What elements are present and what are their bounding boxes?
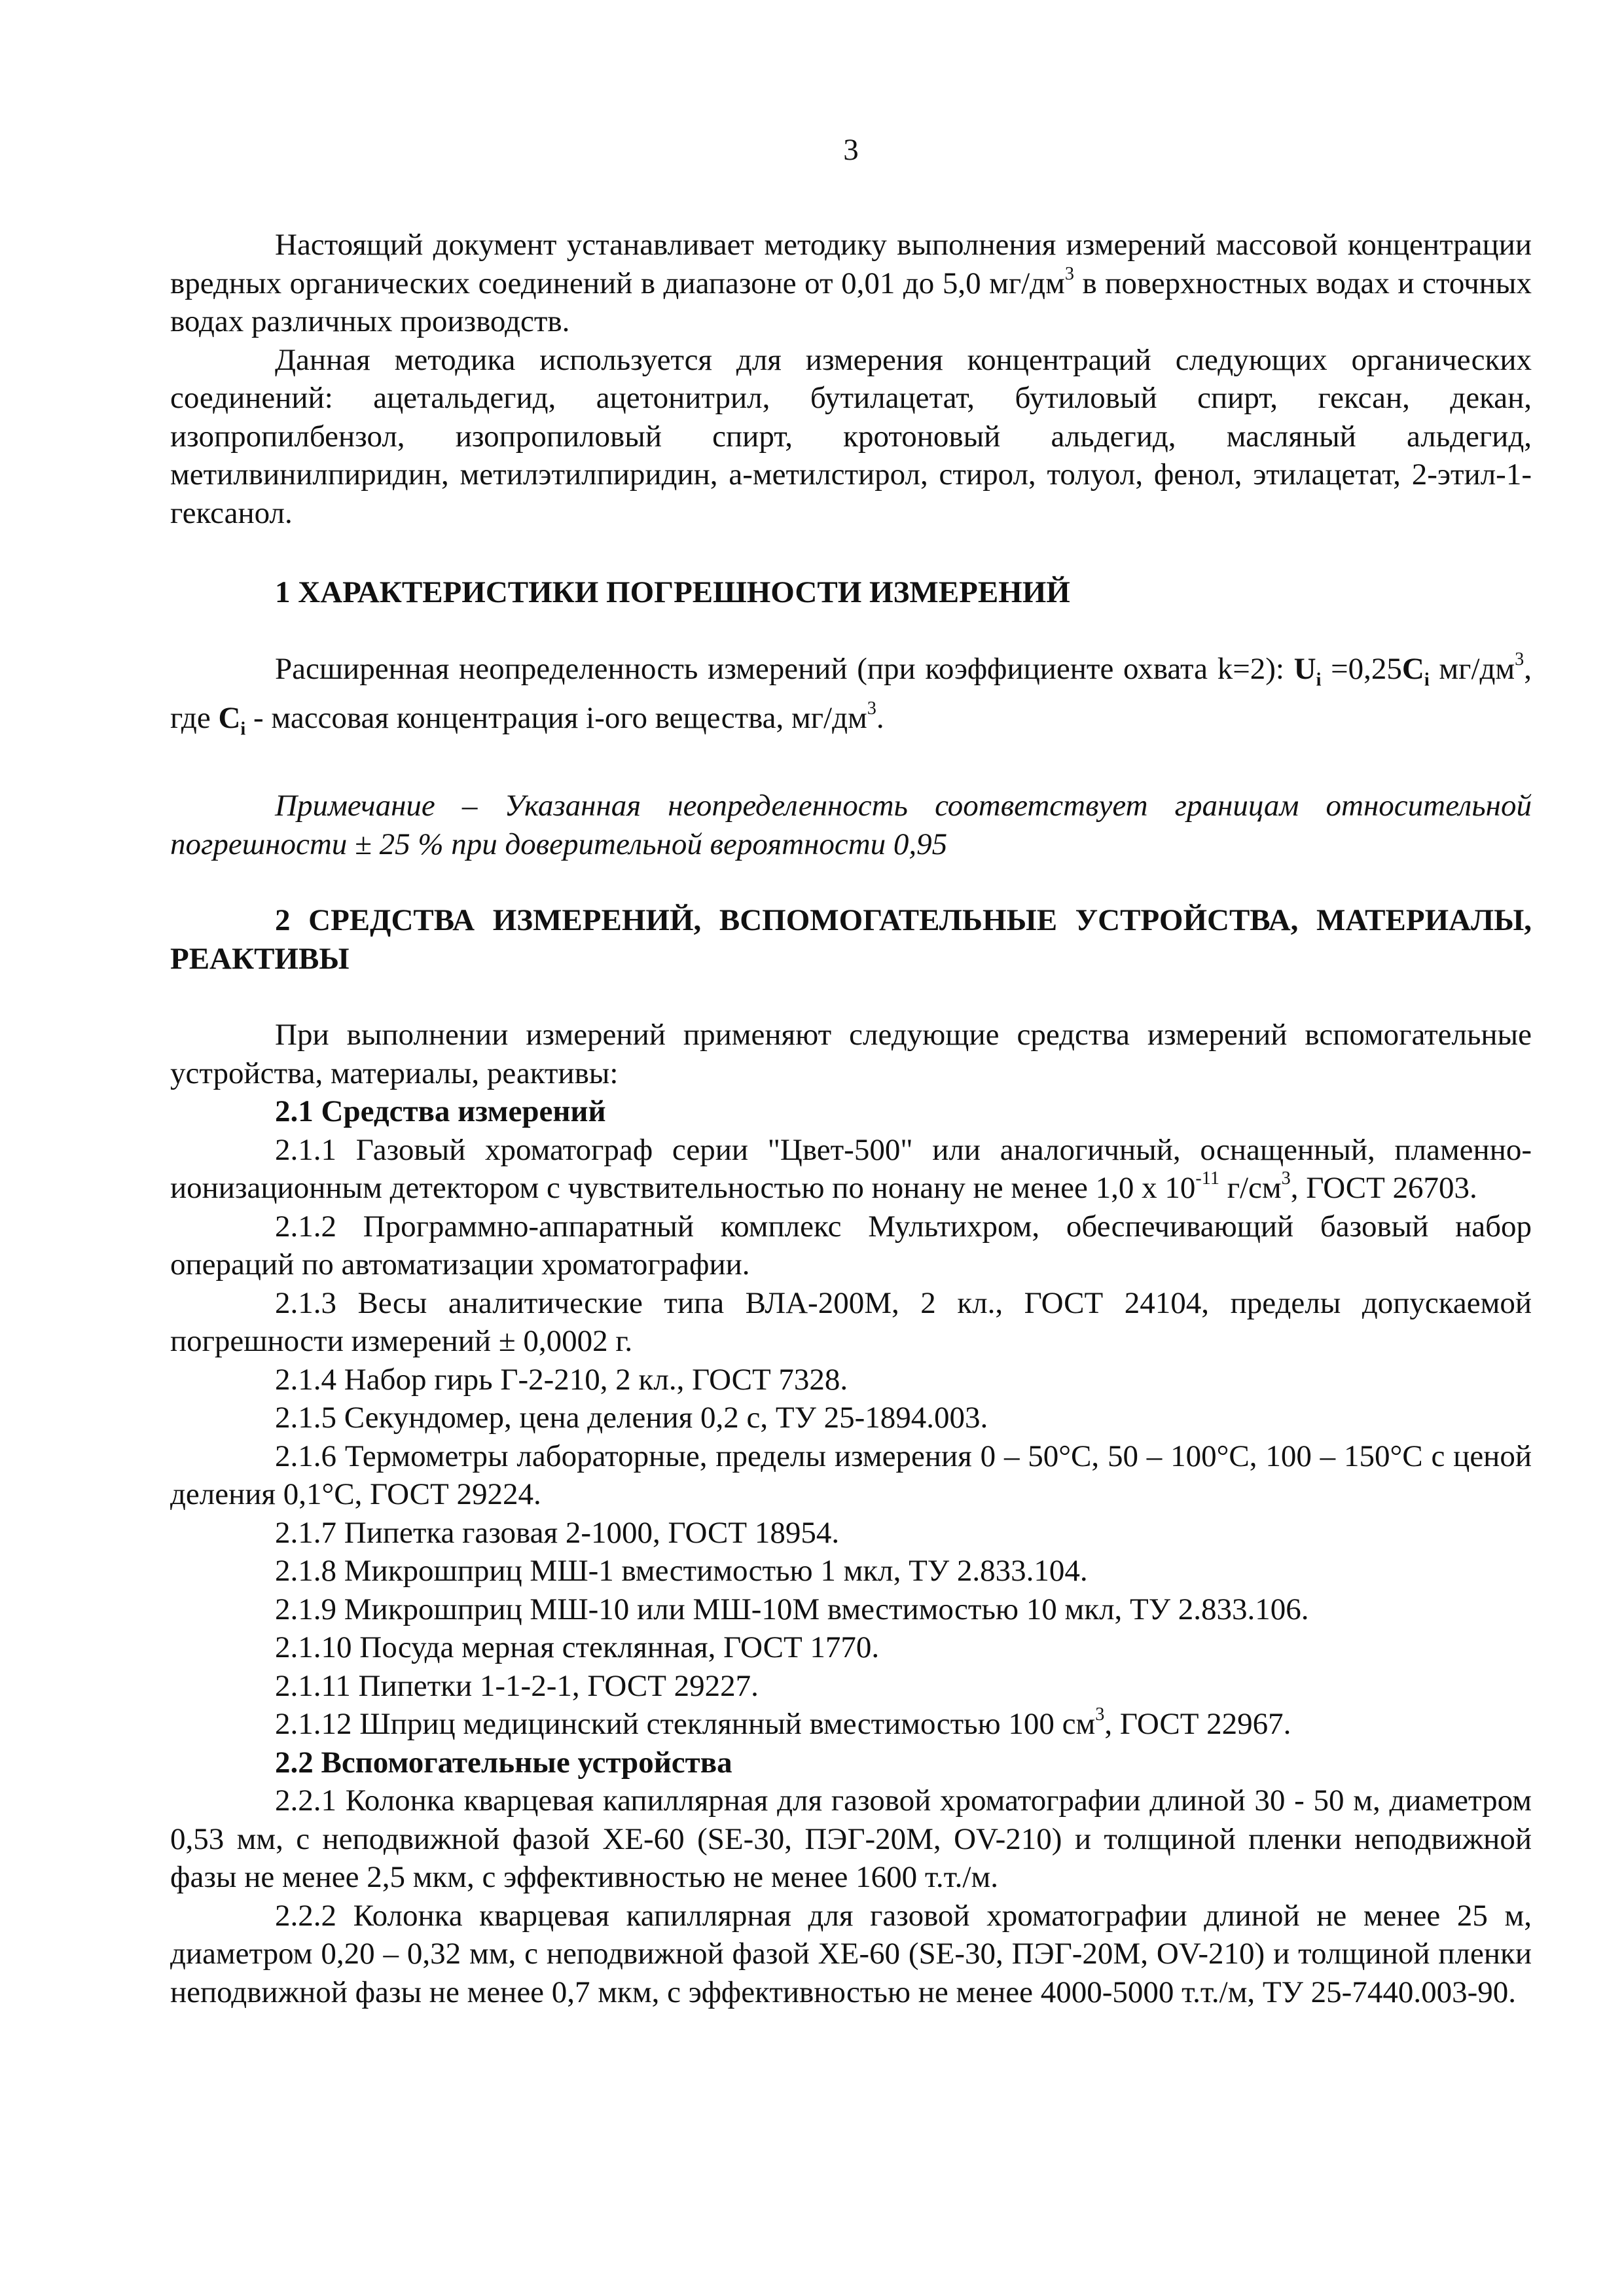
text: =0,25 <box>1321 651 1402 686</box>
intro-paragraph-1 <box>170 226 1532 341</box>
item-2-1-9: 2.1.9 Микрошприц МШ-10 или МШ-10М вместимостью 10 мкл, ТУ 2.833.106. <box>275 1592 1309 1626</box>
section-1-paragraph <box>170 650 1532 749</box>
subsection-2-1-title: 2.1 Средства измерений <box>275 1094 606 1129</box>
text: , ГОСТ 22967. <box>1104 1707 1291 1742</box>
item-2-1-7: 2.1.7 Пипетка газовая 2-1000, ГОСТ 18954. <box>275 1515 840 1550</box>
item-2-1-6: 2.1.6 Термометры лабораторные, пределы измерения 0 – 50°С, 50 – 100°С, 100 – 150°С с ценой деления 0,1°С, ГОСТ 29224. <box>170 1439 1532 1512</box>
text: , где <box>170 651 1532 736</box>
item-2-1-2: 2.1.2 Программно-аппаратный комплекс Мультихром, обеспечивающий базовый набор операций по автоматизации хроматографии. <box>170 1209 1532 1282</box>
item-2-1-5: 2.1.5 Секундомер, цена деления 0,2 с, ТУ 25-1894.003. <box>275 1401 988 1435</box>
superscript: 3 <box>1515 649 1525 670</box>
superscript: 3 <box>1281 1168 1291 1189</box>
section-2-intro: При выполнении измерений применяют следующие средства измерений вспомогательные устройства, материалы, реактивы: <box>170 1018 1532 1090</box>
item-2-1-10: 2.1.10 Посуда мерная стеклянная, ГОСТ 1770. <box>275 1630 880 1665</box>
item-2-1-4: 2.1.4 Набор гирь Г-2-210, 2 кл., ГОСТ 7328. <box>275 1362 848 1397</box>
text: , ГОСТ 26703. <box>1290 1171 1477 1206</box>
superscript: 3 <box>1095 1704 1105 1725</box>
item-2-1-11: 2.1.11 Пипетки 1-1-2-1, ГОСТ 29227. <box>275 1668 759 1703</box>
superscript: -11 <box>1195 1168 1219 1189</box>
intro-p1-text: Настоящий документ устанавливает методику выполнения измерений массовой концентрации вредных органических соединений в диапазоне от 0,01 до 5,0 мг/дм <box>170 228 1532 300</box>
superscript: 3 <box>1064 263 1074 284</box>
text: мг/дм <box>1429 651 1515 686</box>
item-2-2-1: 2.2.1 Колонка кварцевая капиллярная для газовой хроматографии длиной 30 - 50 м, диаметром 0,53 мм, с неподвижной фазой ХЕ-60 (SE-30, ПЭГ-20М, OV-210) и толщиной пленки неподвижной фазы не менее 2,5 мкм, с эффективностью не менее 1600 т.т./м. <box>170 1784 1532 1895</box>
intro-p1-text-end: в поверхностных водах и сточных водах различных производств. <box>170 266 1532 338</box>
text: 2.1.1 Газовый хроматограф серии "Цвет-500" или аналогичный, оснащенный, пламенно-ионизационным детектором с чувствительностью по нонану не менее 1,0 х 10 <box>170 1132 1532 1206</box>
page-number: 3 <box>843 133 859 167</box>
c-symbol: $C_i$ <box>1401 651 1430 690</box>
page-content <box>170 226 1532 2011</box>
item-2-2-2: 2.2.2 Колонка кварцевая капиллярная для газовой хроматографии длиной не менее 25 м, диаметром 0,20 – 0,32 мм, с неподвижной фазой ХЕ-60 (SE-30, ПЭГ-20М, OV-210) и толщиной пленки неподвижной фазы не менее 0,7 мкм, с эффективностью не менее 4000-5000 т.т./м, ТУ 25-7440.003-90. <box>170 1898 1532 2009</box>
text: - массовая концентрация i-ого вещества, мг/дм <box>245 701 867 736</box>
u-symbol: $U_i$ <box>1293 651 1322 690</box>
text: Расширенная неопределенность измерений (при коэффициенте охвата k=2): <box>275 651 1294 686</box>
item-2-1-8: 2.1.8 Микрошприц МШ-1 вместимостью 1 мкл, ТУ 2.833.104. <box>275 1554 1088 1588</box>
c-symbol-2: $C_i$ <box>218 701 246 740</box>
item-2-1-3: 2.1.3 Весы аналитические типа ВЛА-200М, 2 кл., ГОСТ 24104, пределы допускаемой погрешности измерений ± 0,0002 г. <box>170 1285 1532 1359</box>
text: . <box>876 701 884 736</box>
section-1-heading: 1 ХАРАКТЕРИСТИКИ ПОГРЕШНОСТИ ИЗМЕРЕНИЙ <box>275 575 1070 609</box>
section-2-heading: 2 СРЕДСТВА ИЗМЕРЕНИЙ, ВСПОМОГАТЕЛЬНЫЕ УСТРОЙСТВА, МАТЕРИАЛЫ, РЕАКТИВЫ <box>170 903 1532 976</box>
superscript: 3 <box>867 698 876 719</box>
intro-paragraph-2: Данная методика используется для измерения концентраций следующих органических соединений: ацетальдегид, ацетонитрил, бутилацетат, бутиловый спирт, гексан, декан, изопропилбензол, изопропиловый спирт, кротоновый альдегид, масляный альдегид, метилвинилпиридин, метилэтилпиридин, а-метилстирол, стирол, толуол, фенол, этилацетат, 2-этил-1-гексанол. <box>170 342 1532 530</box>
subsection-2-2-title: 2.2 Вспомогательные устройства <box>275 1745 732 1780</box>
section-1-note: Примечание – Указанная неопределенность соответствует границам относительной погрешности ± 25 % при доверительной вероятности 0,95 <box>170 789 1532 861</box>
text: г/см <box>1219 1171 1282 1206</box>
item-2-1-12 <box>170 1705 1532 1744</box>
item-2-1-1 <box>170 1131 1532 1208</box>
text: 2.1.12 Шприц медицинский стеклянный вместимостью 100 см <box>275 1707 1096 1742</box>
